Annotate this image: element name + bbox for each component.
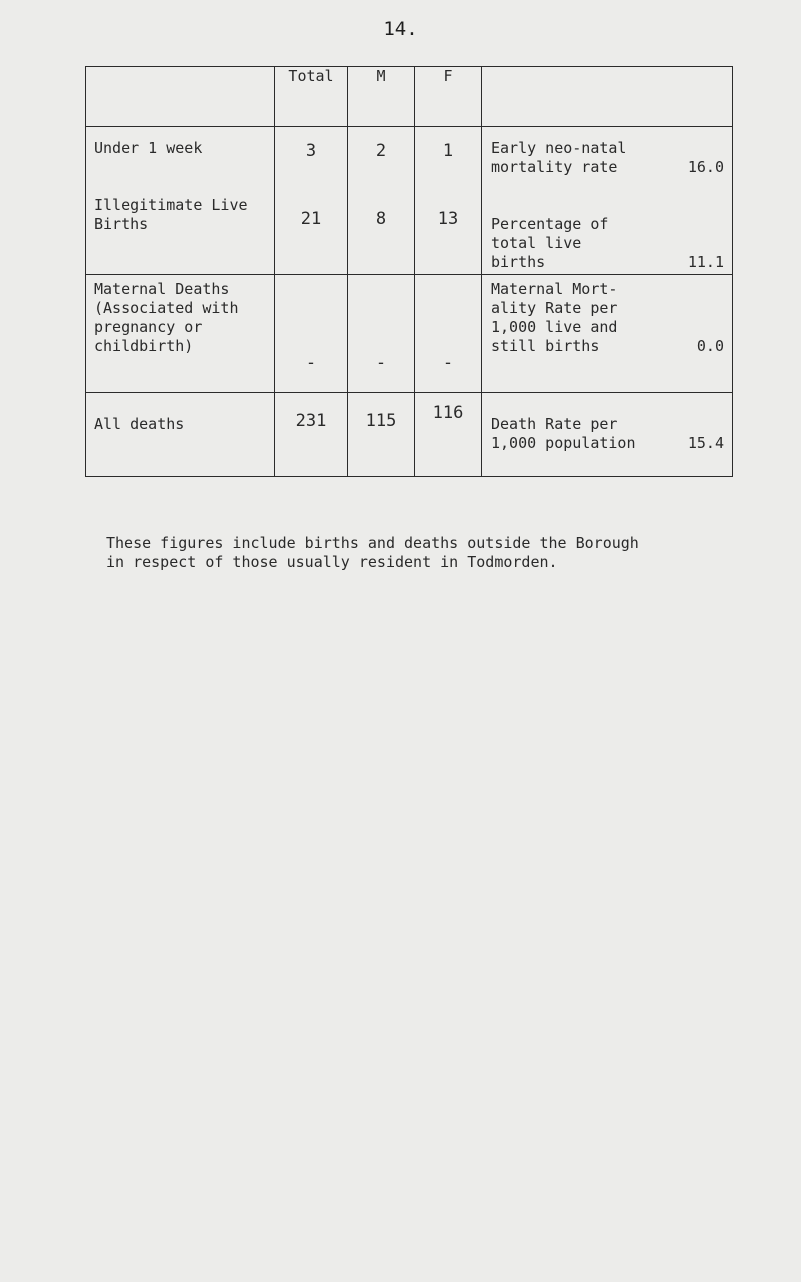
value-under-week-f: 1 bbox=[442, 141, 454, 161]
cell-m-all-deaths bbox=[348, 393, 415, 477]
cell-rate-all-deaths bbox=[482, 393, 733, 477]
value-under-week-m: 2 bbox=[375, 141, 387, 161]
value-illegitimate-total: 21 bbox=[300, 209, 322, 229]
page-number: 14. bbox=[383, 18, 418, 40]
value-illegitimate-f: 13 bbox=[437, 209, 459, 229]
rate-neonatal-line-1: Early neo-natal bbox=[491, 139, 627, 157]
label-maternal-1: Maternal Deaths bbox=[94, 280, 230, 298]
label-maternal-2: (Associated with bbox=[94, 299, 239, 317]
value-all-deaths-f: 116 bbox=[432, 403, 464, 423]
label-maternal-4: childbirth) bbox=[94, 337, 194, 355]
cell-f-maternal bbox=[415, 275, 482, 393]
row-label-maternal bbox=[86, 275, 275, 393]
header-rate bbox=[482, 67, 733, 127]
value-all-deaths-total: 231 bbox=[295, 411, 327, 431]
rate-illegitimate-value: 11.1 bbox=[687, 253, 724, 271]
header-label bbox=[86, 67, 275, 127]
rate-death-value: 15.4 bbox=[687, 434, 724, 452]
cell-f-all-deaths bbox=[415, 393, 482, 477]
value-maternal-total: - bbox=[305, 353, 317, 373]
rate-maternal-line-3: 1,000 live and bbox=[491, 318, 618, 336]
header-f: F bbox=[415, 67, 482, 127]
value-all-deaths-m: 115 bbox=[365, 411, 397, 431]
cell-m-infant bbox=[348, 127, 415, 275]
value-under-week-total: 3 bbox=[305, 141, 317, 161]
label-illegitimate-1: Illegitimate Live bbox=[94, 196, 248, 214]
cell-total-infant bbox=[275, 127, 348, 275]
table-row-infant bbox=[86, 127, 733, 275]
header-total: Total bbox=[275, 67, 348, 127]
row-label-infant bbox=[86, 127, 275, 275]
label-maternal-3: pregnancy or bbox=[94, 318, 203, 336]
rate-maternal-line-4: still births bbox=[491, 337, 600, 355]
value-maternal-f: - bbox=[442, 353, 454, 373]
rate-maternal-line-2: ality Rate per bbox=[491, 299, 618, 317]
rate-death-line-2: 1,000 population bbox=[491, 434, 636, 452]
footnote bbox=[106, 534, 639, 572]
cell-total-all-deaths bbox=[275, 393, 348, 477]
cell-total-maternal bbox=[275, 275, 348, 393]
label-all-deaths: All deaths bbox=[94, 415, 185, 433]
table-row-all-deaths bbox=[86, 393, 733, 477]
rate-maternal-line-1: Maternal Mort- bbox=[491, 280, 618, 298]
cell-rate-maternal bbox=[482, 275, 733, 393]
rate-neonatal-line-2: mortality rate bbox=[491, 158, 618, 176]
cell-m-maternal bbox=[348, 275, 415, 393]
label-under-1-week: Under 1 week bbox=[94, 139, 203, 157]
vital-statistics-table bbox=[85, 66, 733, 477]
value-illegitimate-m: 8 bbox=[375, 209, 387, 229]
footnote-line-2: in respect of those usually resident in Todmorden. bbox=[106, 553, 558, 571]
footnote-line-1: These figures include births and deaths outside the Borough bbox=[106, 534, 639, 552]
table-row-maternal bbox=[86, 275, 733, 393]
rate-death-line-1: Death Rate per bbox=[491, 415, 618, 433]
header-m: M bbox=[348, 67, 415, 127]
rate-illegitimate-line-1: Percentage of bbox=[491, 215, 609, 233]
label-illegitimate-2: Births bbox=[94, 215, 149, 233]
rate-illegitimate-line-3: births bbox=[491, 253, 546, 271]
rate-neonatal-value: 16.0 bbox=[687, 158, 724, 176]
cell-rate-infant bbox=[482, 127, 733, 275]
rate-maternal-value: 0.0 bbox=[696, 337, 724, 355]
table-header-row bbox=[86, 67, 733, 127]
value-maternal-m: - bbox=[375, 353, 387, 373]
rate-illegitimate-line-2: total live bbox=[491, 234, 582, 252]
cell-f-infant bbox=[415, 127, 482, 275]
row-label-all-deaths bbox=[86, 393, 275, 477]
